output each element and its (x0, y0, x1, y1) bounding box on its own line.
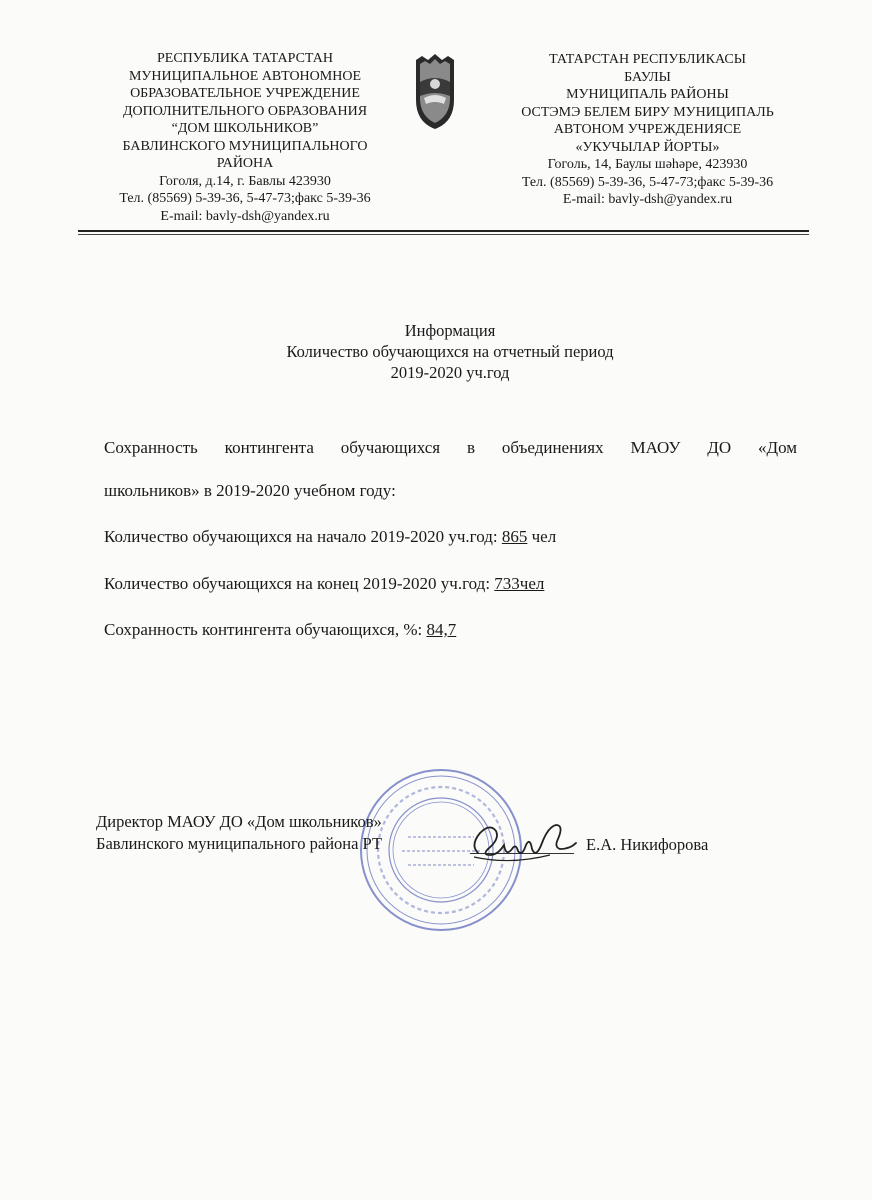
signature-title-line1: Директор МАОУ ДО «Дом школьников» (96, 812, 382, 831)
header-right-line: «УКУЧЫЛАР ЙОРТЫ» (575, 139, 720, 155)
header-left-line: “ДОМ ШКОЛЬНИКОВ” (171, 121, 319, 136)
header-left-block (80, 50, 410, 225)
header-right-line: АВТОНОМ УЧРЕЖДЕНИЯСЕ (553, 122, 742, 137)
intro-word: ДО (707, 438, 732, 457)
title-line: Количество обучающихся на отчетный период (286, 342, 614, 361)
retention-line (104, 620, 456, 640)
header-right-email: E-mail: bavly-dsh@yandex.ru (562, 192, 733, 207)
end-count-line (104, 574, 544, 594)
header-right-line: ОСТЭМЭ БЕЛЕМ БИРУ МУНИЦИПАЛЬ (521, 104, 774, 120)
intro-paragraph-line2: школьников» в 2019-2020 учебном году: (104, 481, 396, 500)
signatory-name: Е.А. Никифорова (586, 835, 709, 854)
document-title (130, 320, 770, 383)
intro-word: в (466, 438, 475, 457)
intro-word: контингента (224, 438, 314, 457)
title-line: 2019-2020 уч.год (390, 363, 510, 382)
retention-label: Сохранность контингента обучающихся, %: (104, 620, 427, 639)
signature-title-line2: Бавлинского муниципального района РТ (96, 834, 383, 853)
end-count-value: 733чел (494, 574, 545, 593)
intro-word: МАОУ (630, 438, 681, 457)
header-left-line: РЕСПУБЛИКА ТАТАРСТАН (156, 51, 333, 66)
header-left-email: E-mail: bavly-dsh@yandex.ru (160, 208, 330, 224)
end-count-label: Количество обучающихся на конец 2019-2020 уч.год: (104, 574, 495, 593)
start-count-value: 865 (501, 527, 528, 546)
header-right-block (480, 51, 815, 209)
intro-word: объединениях (501, 438, 604, 457)
retention-value: 84,7 (426, 620, 457, 639)
header-right-line: ТАТАРСТАН РЕСПУБЛИКАСЫ (549, 52, 746, 67)
intro-paragraph-line1 (104, 438, 797, 458)
start-count-unit: чел (527, 527, 557, 546)
header-right-line: МУНИЦИПАЛЬ РАЙОНЫ (566, 87, 729, 102)
handwritten-signature-icon (460, 815, 580, 875)
header-right-address: Гоголь, 14, Баулы шәһәре, 423930 (547, 157, 748, 172)
header-left-line: РАЙОНА (216, 156, 274, 171)
header-left-line: ОБРАЗОВАТЕЛЬНОЕ УЧРЕЖДЕНИЕ (130, 86, 360, 101)
header-left-line: БАВЛИНСКОГО МУНИЦИПАЛЬНОГО (122, 138, 368, 154)
header-left-line: МУНИЦИПАЛЬНОЕ АВТОНОМНОЕ (128, 68, 361, 84)
intro-word: обучающихся (340, 438, 441, 457)
header-divider (78, 230, 809, 232)
title-line: Информация (404, 321, 496, 340)
intro-word: Сохранность (104, 438, 198, 457)
header-divider-thin (78, 234, 809, 235)
header-left-address: Гоголя, д.14, г. Бавлы 423930 (159, 173, 331, 189)
intro-word: «Дом (757, 438, 797, 457)
header-left-phone: Тел. (85569) 5-39-36, 5-47-73;факс 5-39-36 (119, 191, 371, 206)
header-left-line: ДОПОЛНИТЕЛЬНОГО ОБРАЗОВАНИЯ (122, 103, 368, 119)
start-count-line (104, 527, 556, 547)
header-right-line: БАУЛЫ (624, 69, 671, 85)
header-right-phone: Тел. (85569) 5-39-36, 5-47-73;факс 5-39-36 (521, 174, 774, 190)
start-count-label: Количество обучающихся на начало 2019-2020 уч.год: (104, 527, 502, 546)
coat-of-arms-icon (414, 52, 456, 130)
